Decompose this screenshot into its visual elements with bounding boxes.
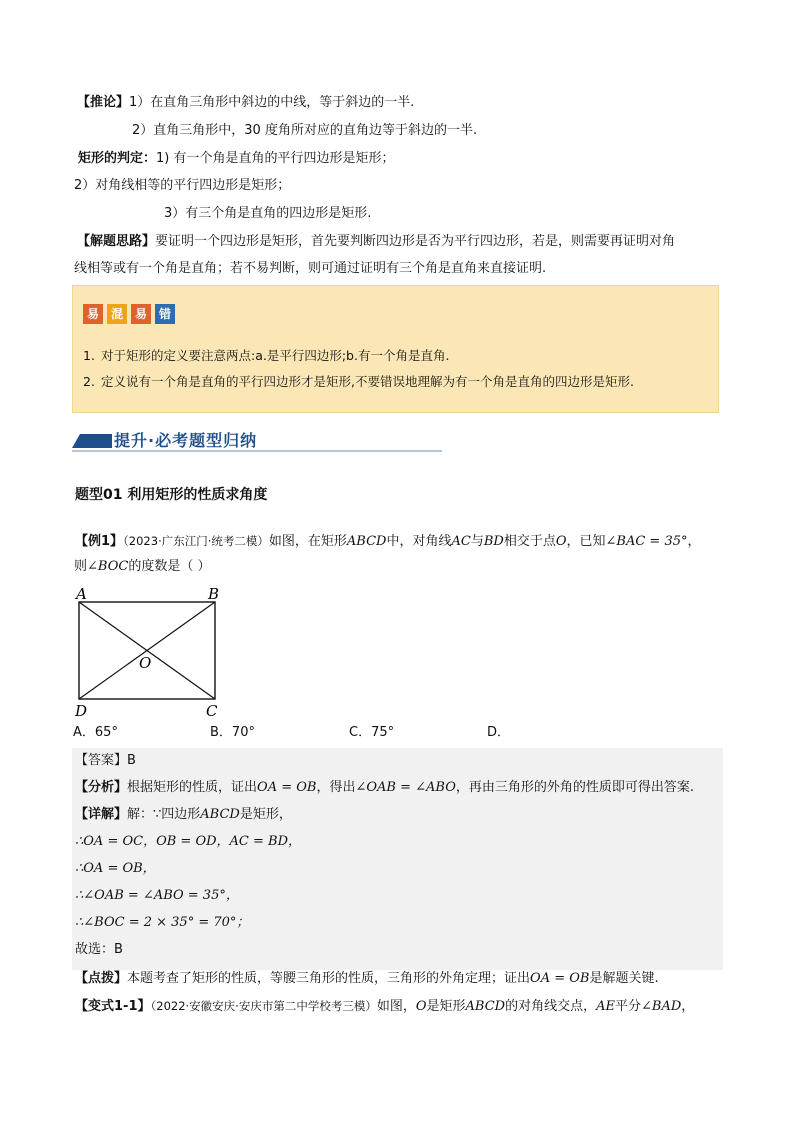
- banner-title: 提升·必考题型归纳: [114, 431, 258, 450]
- tip-item-1: 1. 对于矩形的定义要注意两点:a.是平行四边形;b.有一个角是直角.: [83, 348, 450, 363]
- banner-bar: [72, 434, 112, 448]
- approach-tag: 【解题思路】: [77, 234, 156, 249]
- answer-line: 【答案】B: [75, 753, 136, 768]
- inference-tag: 【推论】: [77, 95, 130, 110]
- label-a: A: [76, 585, 87, 603]
- option-d[interactable]: D．: [487, 725, 511, 740]
- label-o: O: [139, 654, 152, 672]
- section-banner: [72, 428, 442, 452]
- analysis-line: 【分析】根据矩形的性质，证出OA = OB，得出∠OAB = ∠ABO，再由三角形的外角的性质即可得出答案.: [75, 780, 694, 795]
- tip-badge-2: 混: [107, 304, 127, 324]
- tip-badge-4: 错: [155, 304, 175, 324]
- variant-line: 【变式1-1】（2022·安徽安庆·安庆市第二中学校考三模）如图，O是矩形ABCD的对角线交点，AE平分∠BAD，: [75, 999, 695, 1014]
- tip-item-2: 2. 定义说有一个角是直角的平行四边形才是矩形,不要错误地理解为有一个角是直角的四边形是矩形.: [83, 374, 634, 389]
- step-2: ∴OA = OB，: [75, 861, 156, 876]
- label-c: C: [206, 702, 218, 720]
- inference-line-2: 2）直角三角形中，30 度角所对应的直角边等于斜边的一半.: [132, 123, 478, 138]
- step-3: ∴∠OAB = ∠ABO = 35°，: [75, 888, 239, 903]
- tip-badge-3: 易: [131, 304, 151, 324]
- example-line-1: 【例1】（2023·广东江门·统考二模）如图，在矩形ABCD中，对角线AC与BD相交于点O，已知∠BAC = 35°，: [75, 534, 701, 549]
- rectangle-figure: [70, 582, 240, 720]
- tip-box: [72, 285, 719, 413]
- choose-line: 故选：B: [75, 942, 123, 957]
- example-line-2: 则∠BOC的度数是（ ）: [74, 559, 211, 574]
- option-c[interactable]: C．75°: [349, 725, 395, 740]
- option-a[interactable]: A．65°: [73, 725, 118, 740]
- tip-badge-1: 易: [83, 304, 103, 324]
- criteria-tag: 矩形的判定：: [78, 151, 157, 166]
- label-b: B: [208, 585, 220, 603]
- approach-line-2: 线相等或有一个角是直角；若不易判断，则可通过证明有三个角是直角来直接证明.: [74, 261, 547, 276]
- example-tag: 【例1】: [75, 534, 124, 549]
- criteria-line-2: 2）对角线相等的平行四边形是矩形；: [74, 178, 291, 193]
- example-source: （2023·广东江门·统考二模）: [123, 534, 269, 548]
- inference-line-1: 【推论】1）在直角三角形中斜边的中线，等于斜边的一半.: [77, 95, 415, 110]
- criteria-line-3: 3）有三个角是直角的四边形是矩形.: [164, 206, 372, 221]
- banner-underline: [72, 450, 442, 452]
- step-4: ∴∠BOC = 2 × 35° = 70°；: [75, 915, 250, 930]
- criteria-line-1: 矩形的判定：1) 有一个角是直角的平行四边形是矩形；: [78, 151, 395, 166]
- point-line: 【点拨】本题考查了矩形的性质，等腰三角形的性质，三角形的外角定理；证出OA = OB是解题关键.: [75, 971, 659, 986]
- option-b[interactable]: B．70°: [210, 725, 255, 740]
- detail-line: 【详解】解：∵四边形ABCD是矩形，: [75, 807, 292, 822]
- approach-line-1: 【解题思路】要证明一个四边形是矩形，首先要判断四边形是否为平行四边形，若是，则需要再证明对角: [77, 234, 676, 249]
- section-title: 题型01 利用矩形的性质求角度: [75, 487, 268, 503]
- label-d: D: [75, 702, 88, 720]
- step-1: ∴OA = OC，OB = OD，AC = BD，: [75, 834, 301, 849]
